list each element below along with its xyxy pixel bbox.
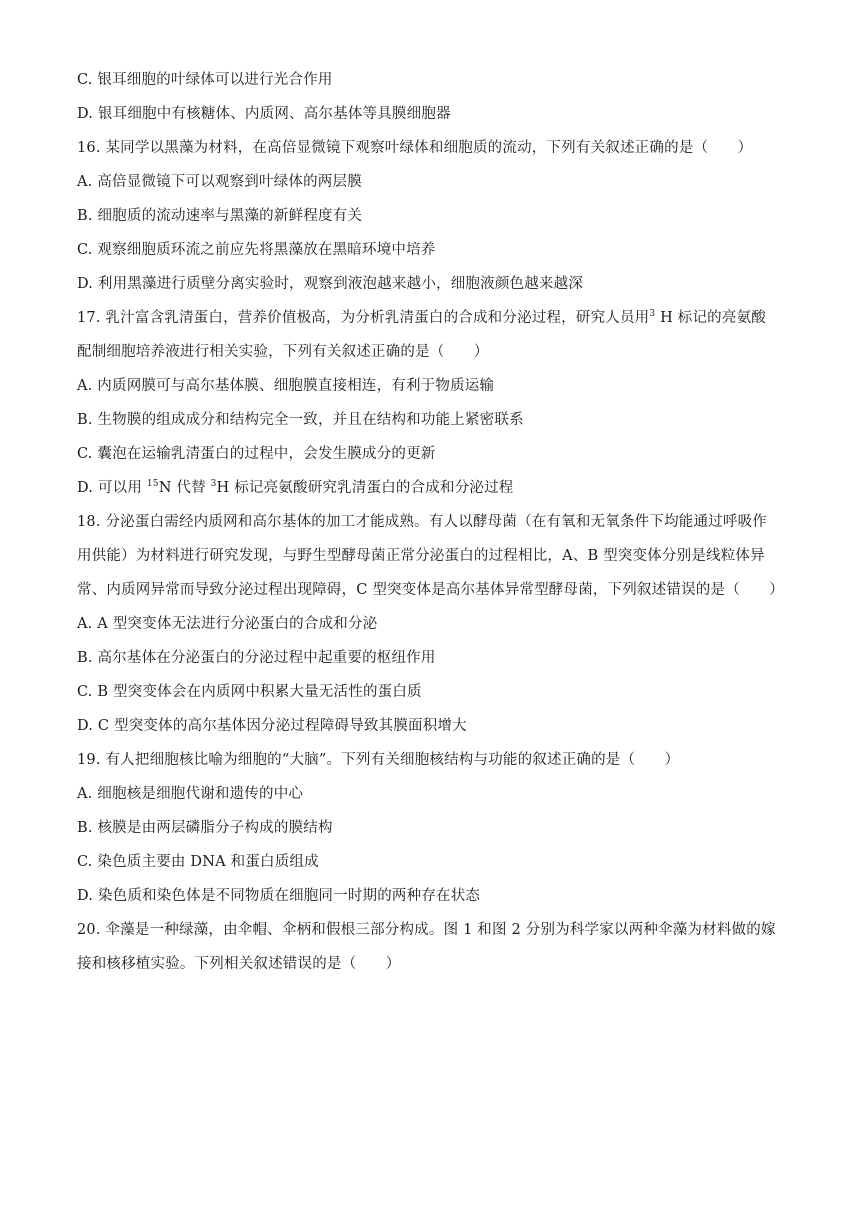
question-17-tail: H 标记的亮氨酸: [655, 310, 766, 326]
option-19b: B. 核膜是由两层磷脂分子构成的膜结构: [77, 820, 333, 836]
option-17c: C. 囊泡在运输乳清蛋白的过程中，会发生膜成分的更新: [77, 446, 436, 462]
option-16a: A. 高倍显微镜下可以观察到叶绿体的两层膜: [77, 174, 362, 190]
option-17a: A. 内质网膜可与高尔基体膜、细胞膜直接相连，有利于物质运输: [77, 378, 495, 394]
question-18-line-1: 18. 分泌蛋白需经内质网和高尔基体的加工才能成熟。有人以酵母菌（在有氧和无氧条件下均能通过呼吸作: [77, 514, 767, 530]
isotope-superscript: 15: [146, 479, 159, 489]
isotope-superscript: 3: [210, 479, 217, 489]
option-16d: D. 利用黑藻进行质壁分离实验时，观察到液泡越来越小，细胞液颜色越来越深: [77, 276, 584, 292]
question-16: 16. 某同学以黑藻为材料，在高倍显微镜下观察叶绿体和细胞质的流动，下列有关叙述正确的是（ ）: [77, 140, 753, 156]
question-17-line-1: [77, 308, 797, 328]
question-18-line-2: 用供能）为材料进行研究发现，与野生型酵母菌正常分泌蛋白的过程相比，A、B 型突变体分别是线粒体异: [77, 548, 765, 564]
option-18a: A. A 型突变体无法进行分泌蛋白的合成和分泌: [77, 616, 378, 632]
option-17d-mid: N 代替: [158, 480, 211, 496]
option-17d-head: D. 可以用: [77, 480, 143, 496]
option-15d: D. 银耳细胞中有核糖体、内质网、高尔基体等具膜细胞器: [77, 106, 451, 122]
option-19d: D. 染色质和染色体是不同物质在细胞同一时期的两种存在状态: [77, 888, 481, 904]
option-19a: A. 细胞核是细胞代谢和遗传的中心: [77, 786, 304, 802]
option-16c: C. 观察细胞质环流之前应先将黑藻放在黑暗环境中培养: [77, 242, 436, 258]
question-19: 19. 有人把细胞核比喻为细胞的“大脑”。下列有关细胞核结构与功能的叙述正确的是（ ）: [77, 752, 680, 768]
question-17-text: 17. 乳汁富含乳清蛋白，营养价值极高，为分析乳清蛋白的合成和分泌过程，研究人员用: [77, 310, 650, 326]
option-18c: C. B 型突变体会在内质网中积累大量无活性的蛋白质: [77, 684, 422, 700]
option-17d-tail: H 标记亮氨酸研究乳清蛋白的合成和分泌过程: [216, 480, 514, 496]
option-17d: [77, 478, 797, 498]
question-18-line-3: 常、内质网异常而导致分泌过程出现障碍，C 型突变体是高尔基体异常型酵母菌，下列叙述错误的是（ ）: [77, 582, 784, 598]
question-20-line-1: 20. 伞藻是一种绿藻，由伞帽、伞柄和假根三部分构成。图 1 和图 2 分别为科学家以两种伞藻为材料做的嫁: [77, 922, 776, 938]
question-17-line-2: 配制细胞培养液进行相关实验，下列有关叙述正确的是（ ）: [77, 344, 489, 360]
option-19c: C. 染色质主要由 DNA 和蛋白质组成: [77, 854, 319, 870]
option-18d: D. C 型突变体的高尔基体因分泌过程障碍导致其膜面积增大: [77, 718, 467, 734]
option-17b: B. 生物膜的组成成分和结构完全一致，并且在结构和功能上紧密联系: [77, 412, 524, 428]
option-16b: B. 细胞质的流动速率与黑藻的新鲜程度有关: [77, 208, 363, 224]
question-20-line-2: 接和核移植实验。下列相关叙述错误的是（ ）: [77, 956, 401, 972]
isotope-superscript: 3: [649, 309, 656, 319]
option-15c: C. 银耳细胞的叶绿体可以进行光合作用: [77, 72, 333, 88]
option-18b: B. 高尔基体在分泌蛋白的分泌过程中起重要的枢纽作用: [77, 650, 436, 666]
